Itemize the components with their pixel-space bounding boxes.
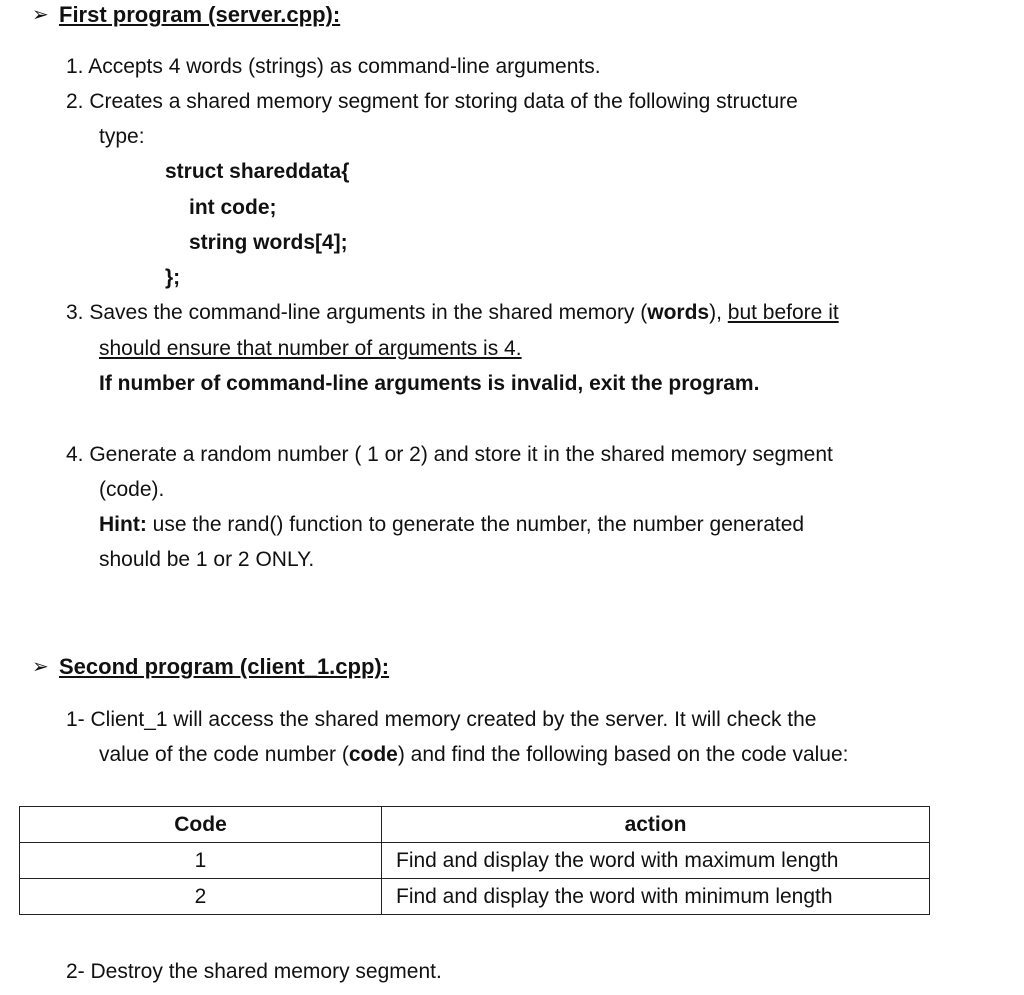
list-item-3-prefix: 3. Saves the command-line arguments in the shared memory ( xyxy=(66,301,648,324)
code-line-string: string words[4]; xyxy=(189,231,348,254)
code-line-int: int code; xyxy=(189,196,277,219)
list-item-3 xyxy=(66,300,839,326)
table-row xyxy=(20,843,930,879)
client-item-1-continued xyxy=(99,742,849,768)
table-cell-action: Find and display the word with minimum length xyxy=(382,879,930,915)
arrow-bullet-icon: ➢ xyxy=(32,656,49,678)
table-header-code: Code xyxy=(20,807,382,843)
hint-line xyxy=(99,512,804,538)
arrow-bullet-icon: ➢ xyxy=(32,4,49,26)
client-item-1-code: code xyxy=(348,743,398,766)
client-item-2: 2- Destroy the shared memory segment. xyxy=(66,960,442,983)
code-action-table xyxy=(19,806,930,915)
list-item-1: 1. Accepts 4 words (strings) as command-line arguments. xyxy=(66,55,601,78)
list-item-2: 2. Creates a shared memory segment for storing data of the following structure xyxy=(66,90,798,113)
client-item-1-prefix: value of the code number ( xyxy=(99,743,349,766)
section-heading-server: First program (server.cpp): xyxy=(59,2,341,27)
table-row xyxy=(20,879,930,915)
list-item-3-underline: but before it xyxy=(727,301,839,324)
code-line-struct: struct shareddata{ xyxy=(165,160,350,183)
list-item-4: 4. Generate a random number ( 1 or 2) and store it in the shared memory segment xyxy=(66,443,833,466)
client-item-1: 1- Client_1 will access the shared memory created by the server. It will check the xyxy=(66,708,817,731)
client-item-1-suffix: ) and find the following based on the code value: xyxy=(397,743,849,766)
section-heading-client: Second program (client_1.cpp): xyxy=(59,654,390,679)
hint-text: use the rand() function to generate the number, the number generated xyxy=(146,513,805,536)
table-header-row xyxy=(20,807,930,843)
code-line-close: }; xyxy=(165,266,181,289)
table-cell-action: Find and display the word with maximum length xyxy=(382,843,930,879)
list-item-2-continued: type: xyxy=(99,125,145,148)
hint-line-continued: should be 1 or 2 ONLY. xyxy=(99,548,315,571)
table-cell-code: 1 xyxy=(20,843,382,879)
table-cell-code: 2 xyxy=(20,879,382,915)
hint-label: Hint: xyxy=(99,513,147,536)
list-item-3-words: words xyxy=(647,301,710,324)
list-item-3-underline-continued: should ensure that number of arguments is 4. xyxy=(99,337,522,360)
table-header-action: action xyxy=(382,807,930,843)
list-item-4-continued: (code). xyxy=(99,478,165,501)
list-item-3-mid: ), xyxy=(709,301,728,324)
list-item-3-warning: If number of command-line arguments is invalid, exit the program. xyxy=(99,372,760,395)
